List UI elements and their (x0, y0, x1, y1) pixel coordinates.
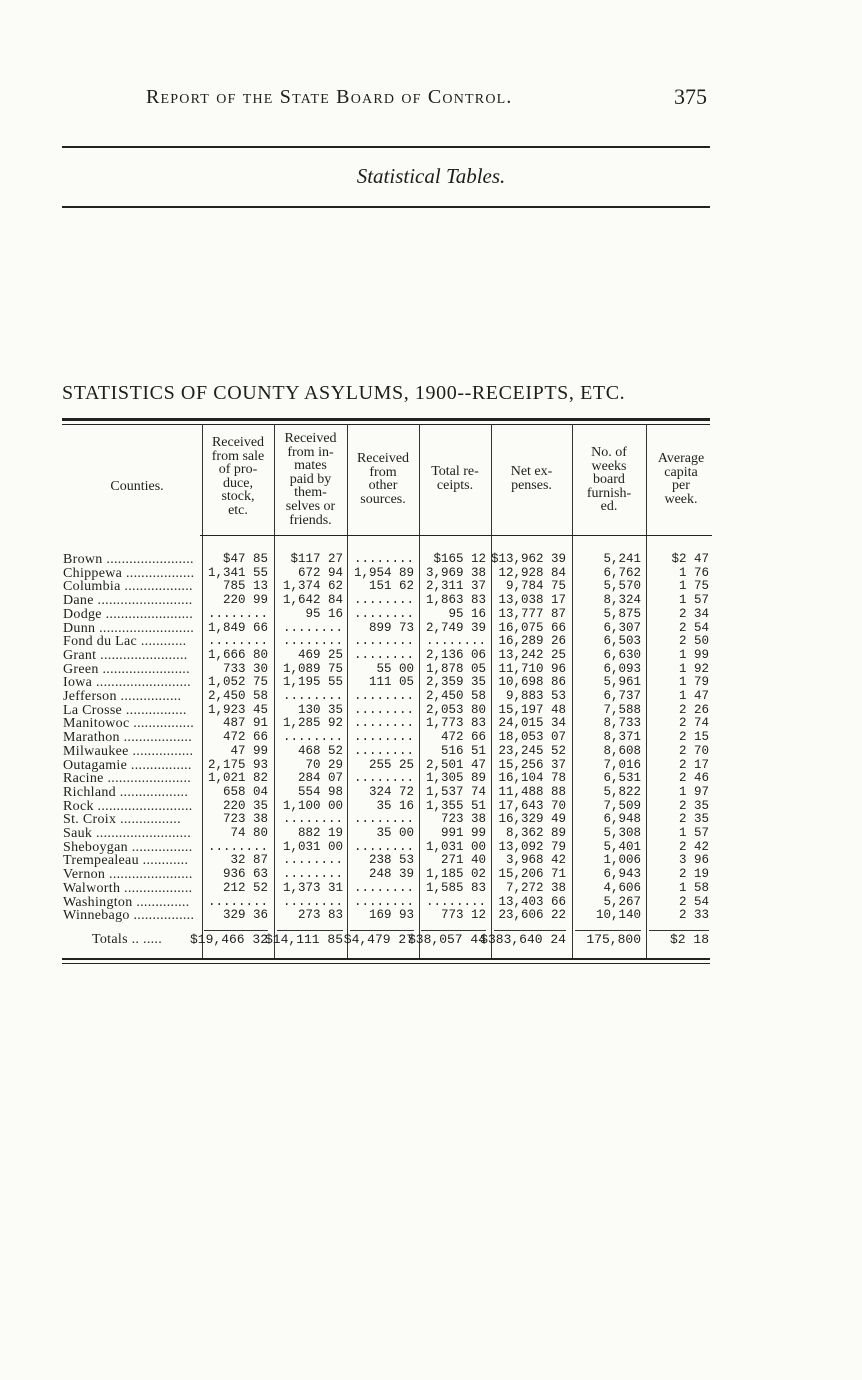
totals-cell: $383,640 24 (480, 932, 566, 947)
table-cell: 1 92 (678, 661, 709, 676)
column-header: Average capita per week. (657, 451, 705, 507)
table-cell: ........ (353, 689, 414, 703)
county-name: St. Croix ................ (63, 812, 181, 828)
table-cell: 8,324 (603, 593, 641, 608)
table-cell: 1,923 45 (207, 702, 268, 717)
table-cell: ........ (353, 839, 414, 854)
table-row (0, 567, 862, 581)
table-cell: 487 91 (222, 716, 268, 731)
table-cell: 1,031 00 (282, 839, 343, 854)
table-cell: 2 74 (678, 716, 709, 731)
table-cell: 6,630 (603, 647, 641, 662)
table-cell: 6,948 (603, 812, 641, 827)
table-cell: ........ (282, 853, 343, 868)
table-cell: 733 30 (222, 661, 268, 676)
table-cell: 1,373 31 (282, 880, 343, 895)
column-header: Net ex- penses. (510, 464, 553, 493)
table-cell: 10,140 (595, 908, 641, 923)
table-cell: ........ (353, 702, 414, 717)
table-cell: 6,762 (603, 565, 641, 580)
running-head-title: Report of the State Board of Control. (146, 86, 513, 108)
table-cell: 5,961 (603, 675, 641, 690)
table-cell: 13,777 87 (498, 606, 566, 621)
table-cell: 672 94 (297, 565, 343, 580)
table-cell: 1 57 (678, 593, 709, 608)
county-name: Winnebago ................ (63, 908, 195, 924)
county-name: Brown ....................... (63, 552, 194, 567)
table-cell: 723 38 (222, 812, 268, 827)
county-name: Grant ....................... (63, 647, 188, 663)
county-name: Walworth .................. (63, 880, 193, 896)
table-cell: 469 25 (297, 647, 343, 662)
table-cell: 10,698 86 (498, 675, 566, 690)
table-cell: 329 36 (222, 908, 268, 923)
table-cell: 15,206 71 (498, 867, 566, 882)
table-cell: ........ (425, 894, 486, 909)
county-name: Outagamie ................ (63, 757, 192, 773)
table-cell: 1,006 (603, 853, 641, 868)
table-row (0, 854, 862, 868)
table-cell: 24,015 34 (498, 716, 566, 731)
table-row (0, 841, 862, 855)
table-cell: 1 58 (678, 880, 709, 895)
table-cell: 9,784 75 (505, 579, 566, 594)
table-cell: $117 27 (290, 552, 343, 566)
county-name: Marathon .................. (63, 730, 193, 746)
county-name: La Crosse ................ (63, 702, 187, 718)
table-cell: 1 76 (678, 565, 709, 580)
table-cell: 111 05 (368, 675, 414, 690)
header-underline (200, 535, 712, 536)
table-cell: 472 66 (440, 730, 486, 745)
table-cell: 2 26 (678, 702, 709, 717)
table-cell: ........ (282, 894, 343, 909)
table-cell: 658 04 (222, 784, 268, 799)
table-cell: 16,289 26 (498, 634, 566, 649)
table-cell: 3,969 38 (425, 565, 486, 580)
table-title: STATISTICS OF COUNTY ASYLUMS, 1900--RECEIPTS, ETC. (62, 382, 626, 404)
column-header: Received from sale of pro- duce, stock, etc. (211, 435, 265, 518)
table-cell: 5,267 (603, 894, 641, 909)
table-row (0, 896, 862, 910)
table-cell: ........ (207, 606, 268, 621)
table-cell: 6,503 (603, 634, 641, 649)
county-name: Washington .............. (63, 894, 190, 910)
sum-rule (421, 930, 486, 931)
table-cell: 8,371 (603, 730, 641, 745)
table-cell: 1,185 02 (425, 867, 486, 882)
table-row (0, 731, 862, 745)
table-row (0, 786, 862, 800)
county-name: Columbia .................. (63, 579, 193, 595)
county-name: Dane ......................... (63, 593, 193, 609)
table-row (0, 882, 862, 896)
table-row (0, 745, 862, 759)
table-cell: ........ (282, 867, 343, 882)
table-cell: 248 39 (368, 867, 414, 882)
subheading-rule (62, 206, 710, 208)
table-cell: 70 29 (305, 757, 343, 772)
table-row (0, 649, 862, 663)
table-cell: ........ (207, 634, 268, 649)
table-cell: 785 13 (222, 579, 268, 594)
totals-cell: $38,057 44 (407, 932, 486, 947)
table-cell: $165 12 (433, 552, 486, 566)
totals-row (0, 932, 862, 948)
county-name: Fond du Lac ............ (63, 634, 187, 650)
table-row (0, 868, 862, 882)
table-cell: 5,401 (603, 839, 641, 854)
table-cell: ........ (353, 716, 414, 731)
table-cell: 1,285 92 (282, 716, 343, 731)
table-cell: 130 35 (297, 702, 343, 717)
table-cell: 5,875 (603, 606, 641, 621)
table-cell: 8,362 89 (505, 826, 566, 840)
table-row (0, 813, 862, 827)
county-name: Jefferson ................ (63, 689, 182, 704)
table-cell: 1,863 83 (425, 593, 486, 608)
table-cell: 2 33 (678, 908, 709, 923)
table-cell: 11,488 88 (498, 784, 566, 799)
table-cell: 1,341 55 (207, 565, 268, 580)
sum-rule (494, 930, 566, 931)
table-row (0, 800, 862, 814)
table-cell: 13,242 25 (498, 647, 566, 662)
county-name: Sauk ......................... (63, 826, 191, 841)
county-name: Green ....................... (63, 661, 190, 677)
table-cell: 1,100 00 (282, 798, 343, 813)
table-row (0, 622, 862, 636)
table-cell: ........ (282, 620, 343, 635)
table-cell: 2 15 (678, 730, 709, 745)
table-cell: 1 99 (678, 647, 709, 662)
table-cell: 1,642 84 (282, 593, 343, 608)
table-cell: 5,308 (603, 826, 641, 840)
table-row (0, 553, 862, 567)
table-cell: 271 40 (440, 853, 486, 868)
table-row (0, 635, 862, 649)
table-row (0, 690, 862, 704)
table-cell: 17,643 70 (498, 798, 566, 813)
table-cell: 23,245 52 (498, 743, 566, 758)
table-cell: 2 46 (678, 771, 709, 786)
table-cell: ........ (282, 730, 343, 745)
table-cell: 273 83 (297, 908, 343, 923)
table-row (0, 676, 862, 690)
table-cell: 2,359 35 (425, 675, 486, 690)
table-cell: 2 34 (678, 606, 709, 621)
page-number: 375 (674, 84, 707, 109)
county-name: Sheboygan ................ (63, 839, 193, 855)
county-name: Rock ......................... (63, 798, 193, 814)
table-cell: 2,175 93 (207, 757, 268, 772)
table-cell: $13,962 39 (490, 552, 566, 566)
header-rule (62, 146, 710, 148)
table-cell: 169 93 (368, 908, 414, 923)
table-cell: ........ (353, 593, 414, 608)
table-cell: 1 75 (678, 579, 709, 594)
totals-cell: 175,800 (586, 932, 641, 947)
table-cell: $47 85 (222, 552, 268, 566)
table-cell: 8,608 (603, 743, 641, 758)
table-cell: 2,136 06 (425, 647, 486, 662)
table-cell: ........ (353, 647, 414, 662)
table-cell: 5,241 (603, 552, 641, 566)
table-cell: 2,501 47 (425, 757, 486, 772)
county-name: Trempealeau ............ (63, 853, 189, 869)
table-cell: 1,666 80 (207, 647, 268, 662)
table-cell: ........ (282, 812, 343, 827)
table-cell: 3 96 (678, 853, 709, 868)
table-cell: ........ (282, 634, 343, 649)
table-cell: 7,272 38 (505, 880, 566, 895)
table-cell: 212 52 (222, 880, 268, 895)
table-cell: 3,968 42 (505, 853, 566, 868)
column-header-counties: Counties. (110, 479, 164, 494)
table-cell: 23,606 22 (498, 908, 566, 923)
totals-cell: $14,111 85 (264, 932, 343, 947)
table-cell: ........ (353, 743, 414, 758)
sum-rule (575, 930, 641, 931)
table-cell: 2 70 (678, 743, 709, 758)
column-header: Received from in- mates paid by them- selves or friends. (284, 431, 337, 528)
table-cell: 55 00 (376, 661, 414, 676)
table-cell: 6,737 (603, 689, 641, 703)
county-name: Dodge ....................... (63, 606, 194, 622)
table-cell: 2 42 (678, 839, 709, 854)
table-cell: 1,021 82 (207, 771, 268, 786)
sum-rule (204, 930, 268, 931)
county-name: Milwaukee ................ (63, 743, 194, 759)
table-row (0, 608, 862, 622)
table-cell: 1 57 (678, 826, 709, 840)
table-row (0, 594, 862, 608)
table-cell: ........ (207, 839, 268, 854)
table-cell: 1,878 05 (425, 661, 486, 676)
table-cell: 95 16 (448, 606, 486, 621)
table-cell: 16,075 66 (498, 620, 566, 635)
table-row (0, 759, 862, 773)
table-cell: 1,355 51 (425, 798, 486, 813)
sum-rule (649, 930, 709, 931)
running-head (0, 86, 862, 114)
table-cell: 1,585 83 (425, 880, 486, 895)
table-cell: 1,305 89 (425, 771, 486, 786)
section-subheading: Statistical Tables. (356, 164, 506, 188)
table-bottom-rule (62, 958, 710, 960)
table-cell: 6,531 (603, 771, 641, 786)
table-cell: 47 99 (230, 743, 268, 758)
table-cell: 554 98 (297, 784, 343, 799)
table-cell: 1,374 62 (282, 579, 343, 594)
table-cell: 2 50 (678, 634, 709, 649)
table-cell: 468 52 (297, 743, 343, 758)
table-cell: 238 53 (368, 853, 414, 868)
table-cell: 1,089 75 (282, 661, 343, 676)
table-cell: 13,038 17 (498, 593, 566, 608)
table-cell: 7,588 (603, 702, 641, 717)
county-name: Manitowoc ................ (63, 716, 195, 732)
table-row (0, 663, 862, 677)
table-cell: 2,749 39 (425, 620, 486, 635)
table-cell: 13,092 79 (498, 839, 566, 854)
table-cell: 2 35 (678, 798, 709, 813)
sum-rule (350, 930, 414, 931)
table-bottom-rule-thin (62, 963, 710, 964)
county-name: Richland .................. (63, 784, 189, 800)
table-cell: 6,943 (603, 867, 641, 882)
county-name: Dunn ......................... (63, 620, 195, 636)
table-cell: 1,052 75 (207, 675, 268, 690)
table-cell: $2 47 (671, 552, 709, 566)
column-header: Received from other sources. (356, 451, 410, 507)
table-cell: 1 97 (678, 784, 709, 799)
table-cell: 2,053 80 (425, 702, 486, 717)
table-cell: 5,570 (603, 579, 641, 594)
table-cell: 2,450 58 (207, 689, 268, 703)
table-cell: 7,016 (603, 757, 641, 772)
table-cell: 936 63 (222, 867, 268, 882)
table-cell: 516 51 (440, 743, 486, 758)
table-row (0, 704, 862, 718)
table-cell: 11,710 96 (498, 661, 566, 676)
totals-label: Totals .. ..... (92, 932, 163, 947)
table-cell: 15,197 48 (498, 702, 566, 717)
table-top-rule (62, 418, 710, 421)
table-cell: 1,849 66 (207, 620, 268, 635)
table-cell: ........ (282, 689, 343, 703)
table-cell: 2,450 58 (425, 689, 486, 703)
column-header: Total re- ceipts. (431, 464, 479, 493)
table-cell: 2,311 37 (425, 579, 486, 594)
table-cell: 6,307 (603, 620, 641, 635)
table-row (0, 580, 862, 594)
table-cell: 2 54 (678, 620, 709, 635)
table-cell: 12,928 84 (498, 565, 566, 580)
table-cell: 1 47 (678, 689, 709, 703)
table-cell: 1,031 00 (425, 839, 486, 854)
table-cell: 2 19 (678, 867, 709, 882)
table-cell: 18,053 07 (498, 730, 566, 745)
table-cell: 16,329 49 (498, 812, 566, 827)
county-name: Chippewa .................. (63, 565, 195, 581)
table-row (0, 827, 862, 841)
table-cell: 35 16 (376, 798, 414, 813)
table-cell: 74 80 (230, 826, 268, 840)
county-name: Iowa ......................... (63, 675, 191, 691)
table-cell: 220 99 (222, 593, 268, 608)
table-cell: 32 87 (230, 853, 268, 868)
table-cell: 1,954 89 (353, 565, 414, 580)
table-cell: ........ (207, 894, 268, 909)
table-cell: 9,883 53 (505, 689, 566, 703)
table-cell: 7,509 (603, 798, 641, 813)
table-cell: 723 38 (440, 812, 486, 827)
table-top-rule-thin (62, 424, 710, 425)
table-cell: 151 62 (368, 579, 414, 594)
table-cell: 1,195 55 (282, 675, 343, 690)
table-cell: ........ (353, 634, 414, 649)
table-cell: 255 25 (368, 757, 414, 772)
totals-cell: $2 18 (669, 932, 709, 947)
table-cell: 882 19 (297, 826, 343, 840)
table-row (0, 909, 862, 923)
table-cell: 1,537 74 (425, 784, 486, 799)
table-cell: 16,104 78 (498, 771, 566, 786)
table-cell: ........ (353, 880, 414, 895)
table-cell: 2 54 (678, 894, 709, 909)
table-cell: 2 35 (678, 812, 709, 827)
table-cell: 284 07 (297, 771, 343, 786)
table-cell: 324 72 (368, 784, 414, 799)
table-cell: 899 73 (368, 620, 414, 635)
table-cell: 13,403 66 (498, 894, 566, 909)
table-cell: ........ (353, 552, 414, 566)
table-cell: 1 79 (678, 675, 709, 690)
table-cell: 5,822 (603, 784, 641, 799)
table-cell: 4,606 (603, 880, 641, 895)
table-cell: 35 00 (376, 826, 414, 840)
table-cell: 472 66 (222, 730, 268, 745)
column-header: No. of weeks board furnish- ed. (586, 445, 632, 515)
table-cell: 991 99 (440, 826, 486, 840)
table-cell: ........ (353, 894, 414, 909)
totals-cell: $19,466 32 (189, 932, 268, 947)
table-cell: ........ (353, 730, 414, 745)
table-row (0, 772, 862, 786)
table-cell: 8,733 (603, 716, 641, 731)
table-cell: 95 16 (305, 606, 343, 621)
table-cell: ........ (425, 634, 486, 649)
table-row (0, 717, 862, 731)
table-cell: 6,093 (603, 661, 641, 676)
table-cell: 2 17 (678, 757, 709, 772)
county-name: Vernon ...................... (63, 867, 193, 883)
table-cell: ........ (353, 771, 414, 786)
table-cell: ........ (353, 812, 414, 827)
county-name: Racine ...................... (63, 771, 192, 787)
totals-cell: $4,479 27 (343, 932, 414, 947)
table-cell: 15,256 37 (498, 757, 566, 772)
sum-rule (277, 930, 343, 931)
table-cell: 220 35 (222, 798, 268, 813)
table-cell: 773 12 (440, 908, 486, 923)
table-cell: 1,773 83 (425, 716, 486, 731)
table-cell: ........ (353, 606, 414, 621)
